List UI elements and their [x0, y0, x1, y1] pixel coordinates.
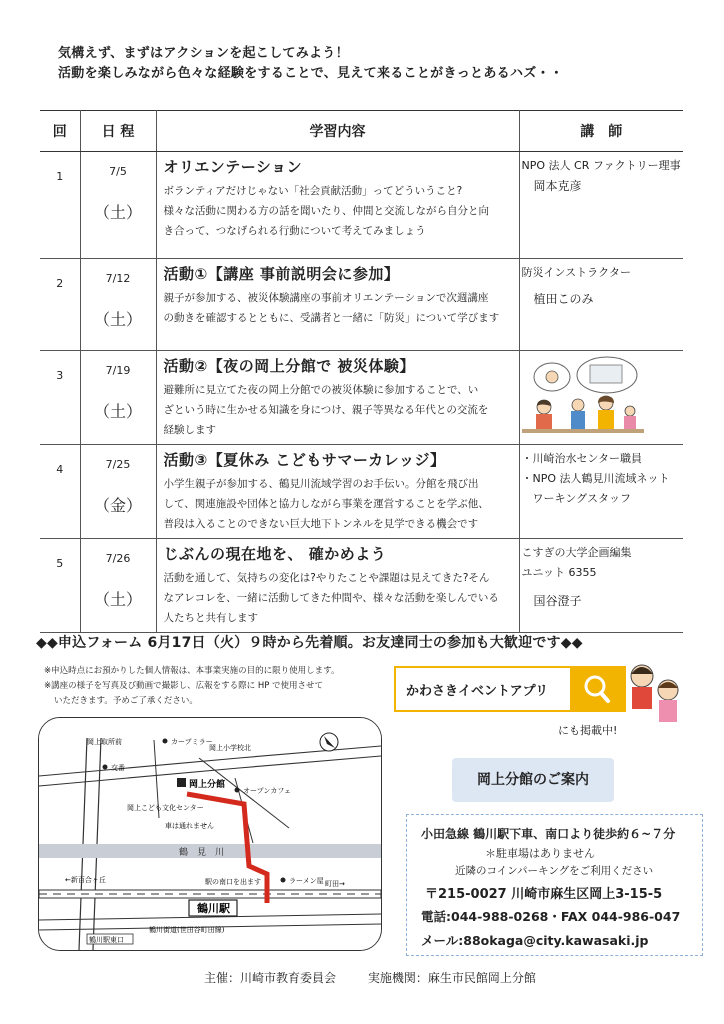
- header-no: 回: [40, 111, 80, 152]
- kids-illustration: [620, 656, 692, 734]
- map-label-exit: 駅の南口を出ます: [205, 878, 261, 886]
- desc-line: 親子が参加する、被災体験講座の事前オリエンテーションで次週講座: [163, 292, 489, 304]
- row-instructor: [519, 259, 683, 351]
- guide-mail: メール:88okaga@city.kawasaki.jp: [421, 933, 649, 948]
- row-desc: [164, 181, 513, 241]
- row-title: 活動③【夏休み こどもサマーカレッジ】: [163, 451, 446, 469]
- app-search-box[interactable]: [394, 666, 626, 712]
- access-map: [38, 717, 382, 951]
- desc-line: 経験します: [163, 424, 216, 436]
- map-label-river: 鶴 見 川: [179, 848, 225, 858]
- row-day: （土）: [93, 203, 142, 222]
- note-line: ※申込時点にお預かりした個人情報は、本事業実施の目的に限り使用します。: [44, 666, 340, 676]
- table-row: [40, 445, 683, 539]
- north-arrow-icon: [320, 733, 338, 751]
- map-label-bunkan: 岡上分館: [189, 780, 226, 790]
- map-label-shinyuri: ←新百合ヶ丘: [65, 876, 106, 884]
- notes: [44, 664, 339, 709]
- row-day: （土）: [93, 310, 142, 329]
- desc-line: き合って、つなげられる行動について考えてみましょう: [163, 225, 426, 237]
- row-date: [80, 539, 156, 633]
- map-label-bus1: 岡上取所前: [87, 738, 122, 746]
- search-icon: [570, 668, 624, 710]
- row-desc: [164, 380, 513, 440]
- row-date: [80, 445, 156, 539]
- intro-text: [58, 44, 563, 84]
- row-date-value: 7/19: [105, 364, 131, 377]
- row-date-value: 7/25: [105, 458, 131, 471]
- row-content: [156, 259, 519, 351]
- map-label-station: 鶴川駅: [197, 902, 230, 915]
- row-no: 5: [40, 539, 80, 633]
- row-desc: [164, 474, 513, 534]
- map-label-ramen: ラーメン屋: [289, 877, 324, 885]
- instructor-line: ワーキングスタッフ: [521, 492, 632, 505]
- map-label-nocar: 車は通れません: [165, 822, 214, 830]
- header-content: 学習内容: [156, 111, 519, 152]
- guide-parking: ＊駐車場はありません: [485, 847, 595, 860]
- guide-address: 〒215-0027 川崎市麻生区岡上3-15-5: [425, 887, 663, 902]
- note-line: ※講座の様子を写真及び動画で撮影し、広報をする際に HP で使用させて: [44, 681, 324, 691]
- row-day: （金）: [93, 496, 142, 515]
- footer-host: 主催：川崎市教育委員会: [204, 971, 337, 985]
- instructor-name: 国谷澄子: [533, 594, 582, 608]
- header-date: 日 程: [80, 111, 156, 152]
- intro-line-2: 活動を楽しみながら色々な経験をすることで、見えて来ることがきっとあるハズ・・: [58, 66, 564, 81]
- header-instructor: 講 師: [519, 111, 683, 152]
- map-label-school: 岡上小学校北: [209, 744, 251, 752]
- desc-line: 様々な活動に関わる方の話を聞いたり、仲間と交流しながら自分と向: [163, 205, 489, 217]
- row-title: じぶんの現在地を、 確かめよう: [163, 545, 387, 563]
- desc-line: 避難所に見立てた夜の岡上分館での被災体験に参加することで、い: [163, 384, 479, 396]
- apply-banner: ◆◆申込フォーム 6月17日（火）９時から先着順。お友達同士の参加も大歓迎です◆◆: [36, 635, 583, 651]
- desc-line: 普段は入ることのできない巨大地下トンネルを見学できる機会です: [163, 518, 479, 530]
- map-label-kamiya: カーブミラー: [171, 738, 213, 746]
- map-label-machida: 町田→: [325, 880, 345, 888]
- note-line: いただきます。予めご了承ください。: [54, 696, 198, 706]
- row-day: （土）: [93, 590, 142, 609]
- evacuation-illustration: [522, 353, 644, 433]
- guide-title: 岡上分館のご案内: [452, 758, 614, 802]
- instructor-line: ・NPO 法人鶴見川流域ネット: [521, 472, 670, 485]
- desc-line: 小学生親子が参加する、鶴見川流域学習のお手伝い。分館を飛び出: [163, 478, 479, 490]
- row-date-value: 7/26: [105, 552, 131, 565]
- intro-line-1: 気構えず、まずはアクションを起こしてみよう！: [58, 46, 349, 61]
- desc-line: 活動を通して、気持ちの変化は?やりたことや課題は見えてきた?そん: [163, 572, 490, 584]
- desc-line: ボランティアだけじゃない「社会貢献活動」ってどういうこと?: [163, 185, 463, 197]
- desc-line: して、関連施設や団体と協力しながら事業を運営することを学ぶ他、: [163, 498, 489, 510]
- row-date-value: 7/5: [109, 165, 127, 178]
- footer: [204, 969, 564, 986]
- search-button[interactable]: [570, 668, 624, 710]
- map-label-kaido: 鶴川街道(世田谷町田線): [149, 926, 225, 934]
- row-title: 活動②【夜の岡上分館で 被災体験】: [163, 357, 415, 375]
- row-content: [156, 351, 519, 445]
- row-instructor: [519, 351, 683, 445]
- instructor-line: ・川崎治水センター職員: [521, 452, 643, 465]
- also-listed-text: にも掲載中!: [558, 724, 618, 737]
- row-date-value: 7/12: [105, 272, 131, 285]
- instructor-line: NPO 法人 CR ファクトリー理事: [521, 159, 681, 172]
- row-instructor: [519, 539, 683, 633]
- footer-org: 実施機関：麻生市民館岡上分館: [367, 971, 536, 985]
- row-date: [80, 351, 156, 445]
- instructor-name: 岡本克彦: [533, 179, 582, 193]
- row-no: 1: [40, 152, 80, 259]
- map-label-cafe: オープンカフェ: [243, 787, 292, 795]
- bunkan-marker: [177, 778, 186, 787]
- guide-coin-parking: 近隣のコインパーキングをご利用ください: [455, 865, 654, 877]
- row-content: [156, 539, 519, 633]
- app-search-label: かわさきイベントアプリ: [406, 684, 549, 699]
- table-row: [40, 152, 683, 259]
- row-title: オリエンテーション: [163, 158, 303, 176]
- row-no: 4: [40, 445, 80, 539]
- guide-access: 小田急線 鶴川駅下車、南口より徒歩約６~７分: [421, 827, 676, 841]
- guide-info-box: [406, 814, 703, 956]
- desc-line: ざという時に生かせる知識を身につけ、親子等異なる年代との交流を: [163, 404, 489, 416]
- row-title: 活動①【講座 事前説明会に参加】: [163, 265, 400, 283]
- map-label-koban: 交番: [111, 764, 125, 772]
- row-desc: [164, 288, 513, 328]
- schedule-table: [40, 110, 683, 633]
- instructor-line: 防災インストラクター: [521, 266, 631, 279]
- row-day: （土）: [93, 402, 142, 421]
- row-instructor: [519, 152, 683, 259]
- row-instructor: [519, 445, 683, 539]
- table-header-row: [40, 111, 683, 152]
- desc-line: なアレコレを、一緒に活動してきた仲間や、様々な活動を楽しんでいる: [163, 592, 499, 604]
- instructor-name: 植田このみ: [533, 292, 594, 306]
- table-row: [40, 351, 683, 445]
- table-row: [40, 259, 683, 351]
- row-date: [80, 259, 156, 351]
- row-date: [80, 152, 156, 259]
- instructor-line: ユニット 6355: [521, 566, 597, 579]
- map-label-busstop: 鶴川駅東口: [89, 936, 124, 944]
- desc-line: の動きを確認するとともに、受講者と一緒に「防災」について学びます: [163, 312, 500, 324]
- row-content: [156, 445, 519, 539]
- desc-line: 人たちと共有します: [163, 612, 258, 624]
- map-label-center: 岡上こども文化センター: [127, 804, 204, 812]
- guide-tel: 電話:044-988-0268・FAX 044-986-047: [421, 909, 681, 924]
- row-no: 3: [40, 351, 80, 445]
- row-content: [156, 152, 519, 259]
- table-row: [40, 539, 683, 633]
- instructor-line: こすぎの大学企画編集: [521, 546, 632, 559]
- row-no: 2: [40, 259, 80, 351]
- row-desc: [164, 568, 513, 628]
